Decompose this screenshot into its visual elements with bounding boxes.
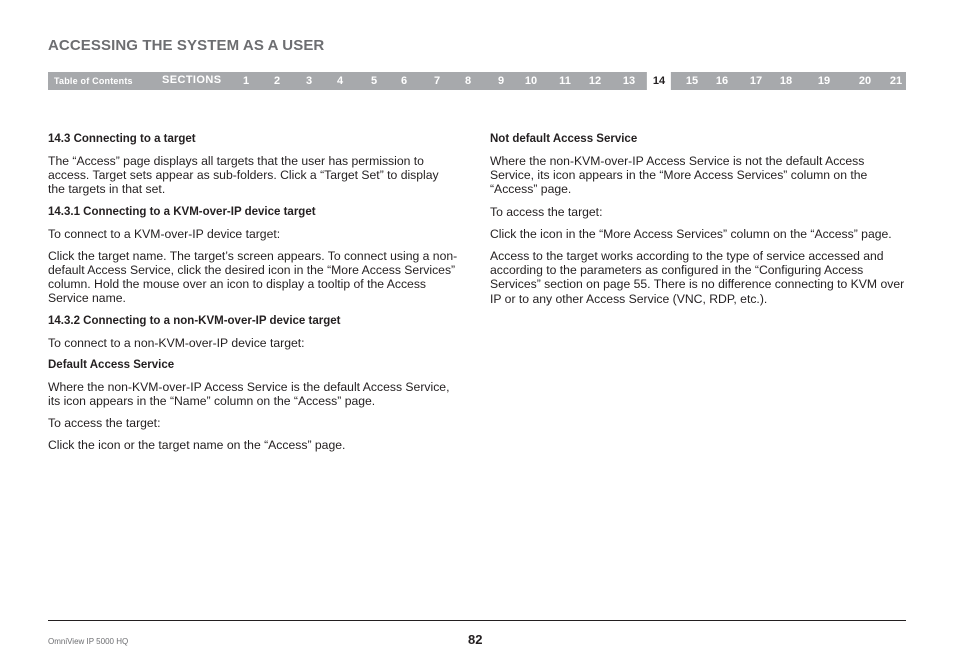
section-heading: Not default Access Service: [490, 133, 638, 145]
section-heading: Default Access Service: [48, 358, 175, 371]
section-heading: 14.3 Connecting to a target: [48, 133, 196, 145]
left-text-column: [48, 132, 458, 461]
section-link-13[interactable]: 13: [622, 75, 636, 87]
section-link-4[interactable]: 4: [336, 75, 344, 87]
body-paragraph: Where the non-KVM-over-IP Access Service is the default Access Service, its icon appears in the “Name” column on the “Access” page.: [48, 379, 450, 409]
footer-divider: [48, 620, 906, 621]
sections-label: SECTIONS: [162, 74, 222, 86]
section-link-15[interactable]: 15: [685, 75, 699, 87]
section-link-17[interactable]: 17: [749, 75, 763, 87]
section-link-16[interactable]: 16: [715, 75, 729, 87]
section-link-7[interactable]: 7: [433, 75, 441, 87]
page-number: 82: [468, 632, 483, 647]
section-link-12[interactable]: 12: [588, 75, 602, 87]
body-paragraph: Click the target name. The target’s screen appears. To connect using a non-default Access Service, click the desired icon in the “More Access Services” column. Hold the mouse over an icon to display a tooltip of the Access Service name.: [48, 248, 458, 306]
section-link-14[interactable]: 14: [647, 72, 671, 90]
section-link-18[interactable]: 18: [779, 75, 793, 87]
section-link-3[interactable]: 3: [305, 75, 313, 87]
right-text-column: [490, 132, 908, 314]
section-heading: 14.3.2 Connecting to a non-KVM-over-IP device target: [48, 314, 341, 327]
body-paragraph: Click the icon in the “More Access Services” column on the “Access” page.: [490, 226, 892, 241]
section-link-1[interactable]: 1: [242, 75, 250, 87]
body-paragraph: To connect to a non-KVM-over-IP device target:: [48, 335, 305, 350]
section-link-5[interactable]: 5: [370, 75, 378, 87]
body-paragraph: The “Access” page displays all targets that the user has permission to access. Target sets appear as sub-folders. Click a “Target Set” to display the targets in that set.: [48, 154, 439, 197]
section-link-20[interactable]: 20: [858, 75, 872, 87]
body-paragraph: To connect to a KVM-over-IP device target:: [48, 226, 281, 241]
table-of-contents-link[interactable]: Table of Contents: [54, 76, 133, 86]
body-paragraph: Click the icon or the target name on the “Access” page.: [48, 438, 346, 453]
page-section-title: ACCESSING THE SYSTEM AS A USER: [48, 37, 325, 54]
body-paragraph: Access to the target works according to the type of service accessed and according to the parameters as configured in the “Configuring Access Services” section on page 55. There is no difference connecting to KVM over IP or to any other Access Service (VNC, RDP, etc.).: [490, 249, 905, 306]
section-link-21[interactable]: 21: [889, 75, 903, 87]
section-link-9[interactable]: 9: [497, 75, 505, 87]
section-navigation-bar: [48, 72, 906, 90]
section-link-19[interactable]: 19: [817, 75, 831, 87]
section-link-10[interactable]: 10: [524, 75, 538, 87]
section-link-2[interactable]: 2: [273, 75, 281, 87]
body-paragraph: To access the target:: [490, 204, 603, 219]
section-link-11[interactable]: 11: [559, 75, 571, 87]
section-link-8[interactable]: 8: [464, 75, 472, 87]
section-link-6[interactable]: 6: [400, 75, 408, 87]
body-paragraph: Where the non-KVM-over-IP Access Service is not the default Access Service, its icon appears in the “More Access Services” column on the “Access” page.: [490, 154, 868, 197]
footer-product-name: OmniView IP 5000 HQ: [48, 637, 129, 646]
body-paragraph: To access the target:: [48, 416, 161, 431]
section-heading: 14.3.1 Connecting to a KVM-over-IP device target: [48, 205, 316, 218]
